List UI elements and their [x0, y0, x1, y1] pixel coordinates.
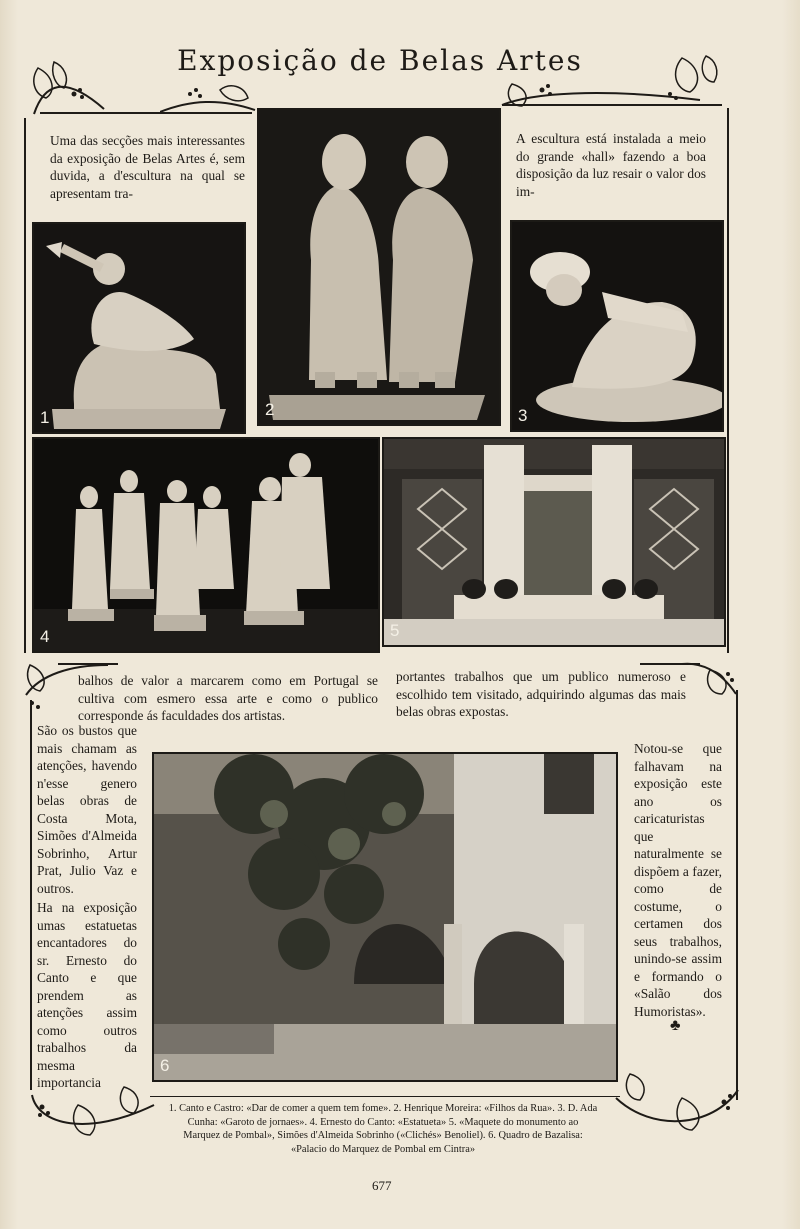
statuettes-group-icon [34, 439, 378, 651]
article-title: Exposição de Belas Artes [177, 44, 583, 77]
boy-sculpture-icon [512, 222, 722, 430]
middle-right-text: portantes trabalhos que um publico numeroso e escolhido tem visitado, adquirindo algumas das mais belas obras expostas. [396, 669, 686, 719]
left-column-paragraph-1: São os bustos que mais chamam as atenções, havendo n'esse genero belas obras de Costa Mota, Simões d'Almeida Sobrinho, Artur Prat, Julio Vaz e outros. [37, 723, 137, 896]
intro-left-text: Uma das secções mais interessantes da exposição de Belas Artes é, sem duvida, a d'escultura na qual se apresentam tra- [50, 133, 245, 201]
sculpture-figure-icon [34, 224, 244, 432]
flower-ornament-icon [500, 50, 725, 120]
frame-left-lower [30, 700, 32, 1090]
flower-ornament-icon [612, 1068, 742, 1143]
photo-number: 4 [40, 627, 50, 646]
right-column-text: Notou-se que falhavam na exposição este ano os caricaturistas que naturalmente se dispõem a fazer, como de costume, o certamen dos seus trabalhos, unindo-se assim e formando o «Salão dos Humoristas». [634, 741, 722, 1019]
frame-right-lower [736, 690, 738, 1100]
photo-number: 2 [265, 400, 275, 419]
frame-left-upper [24, 118, 26, 653]
photo-3-sculpture [510, 220, 724, 432]
intro-right-text: A escultura está instalada a meio do grande «hall» fazendo a boa disposição da luz resair o valor dos im- [516, 131, 706, 199]
photo-6-painting [152, 752, 618, 1082]
photo-caption: 1. Canto e Castro: «Dar de comer a quem tem fome». 2. Henrique Moreira: «Filhos da Rua». 3. D. Ada Cunha: «Garoto de jornaes». 4. Ernesto do Canto: «Estatueta» 5. «Maquete do monumento ao Marquez de Pombal», Simões d'Almeida Sobrinho («Clichés» Benoliel). 6. Quadro de Bazalisa: «Palacio do Marquez de Pombal em Cintra» [168, 1103, 598, 1155]
photo-number: 6 [160, 1056, 170, 1075]
photo-4-statuettes [32, 437, 380, 653]
vine-ornament-icon [160, 80, 260, 120]
two-children-sculpture-icon [259, 110, 499, 424]
photo-number: 3 [518, 406, 528, 425]
photo-2-sculpture [257, 108, 501, 426]
flower-ornament-icon [680, 650, 740, 710]
photo-number: 1 [40, 408, 50, 427]
frame-bottom [150, 1096, 620, 1097]
left-column-text [37, 722, 137, 1092]
flower-ornament-icon [24, 54, 114, 124]
photo-5-monument-maquette [382, 437, 726, 647]
left-column-paragraph-2: Ha na exposição umas estatuetas encantadores do sr. Ernesto do Canto e que prendem as atenções assim como outros trabalhos da mesma importancia [37, 900, 137, 1090]
page-number: 677 [372, 1178, 392, 1193]
end-mark: ♣ [670, 1017, 681, 1034]
photo-number: 5 [390, 621, 400, 640]
frame-right-upper [727, 108, 729, 653]
photo-1-sculpture [32, 222, 246, 434]
middle-left-text: balhos de valor a marcarem como em Portugal se cultiva com esmero essa arte e como o publico corresponde ás faculdades dos artistas. [78, 673, 378, 723]
palace-courtyard-painting-icon [154, 754, 616, 1080]
monument-maquette-icon [384, 439, 724, 645]
